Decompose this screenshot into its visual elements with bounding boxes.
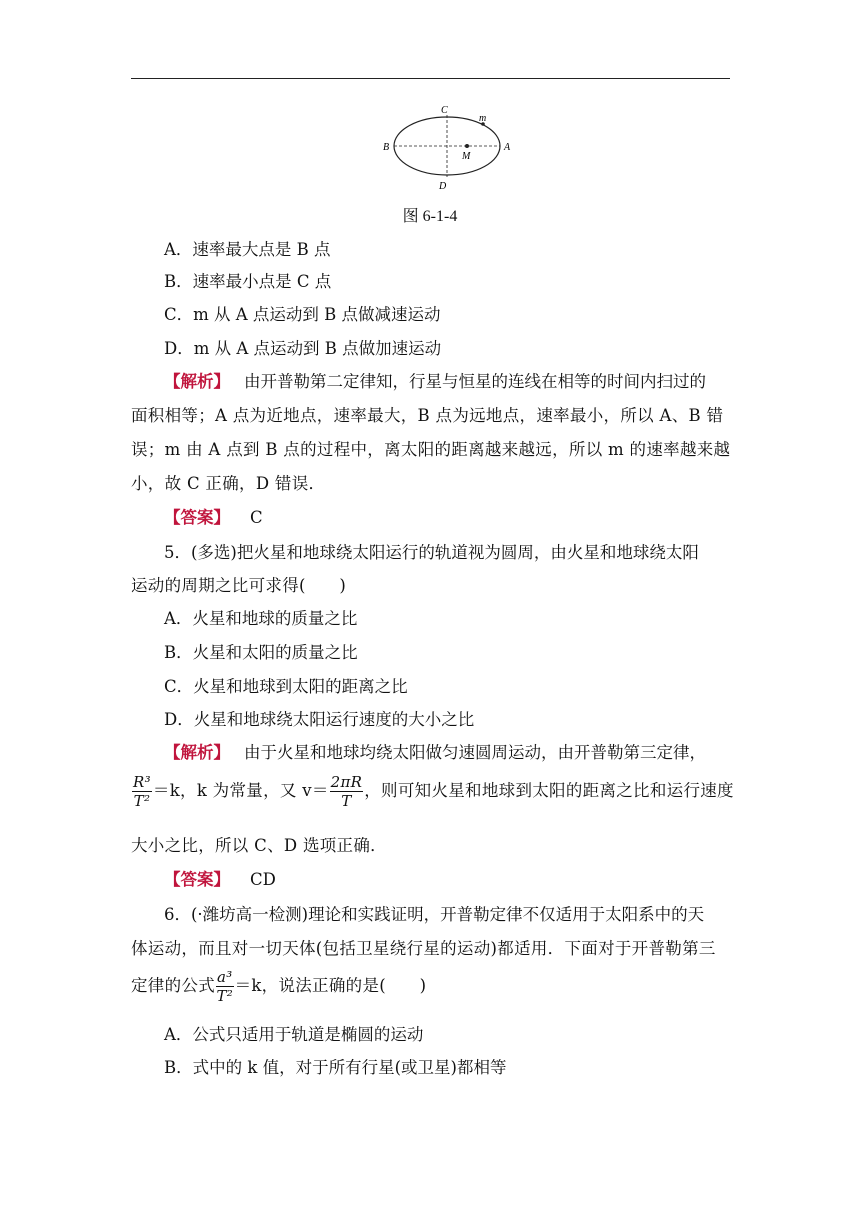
fraction-r3-t2: $\frac{\text{R³}}{\text{T²}}$ [133, 773, 151, 810]
fraction-a3-t2: $\frac{\text{a³}}{\text{T²}}$ [216, 968, 234, 1005]
q4-analysis-line-2: 面积相等；A 点为近地点，速率最大，B 点为远地点，速率最小，所以 A、B 错 [131, 406, 724, 425]
figure-caption: 图 6-1-4 [402, 208, 458, 225]
formula-lead: 定律的公式 [131, 976, 215, 995]
focus-dot [465, 144, 469, 148]
q5-option-d: D．火星和地球绕太阳运行速度的大小之比 [164, 710, 475, 729]
label-c: C [441, 105, 448, 116]
q4-analysis-line-3: 误；m 由 A 点到 B 点的过程中，离太阳的距离越来越远，所以 m 的速率越来越 [131, 440, 731, 459]
q6-option-b: B．式中的 k 值，对于所有行星(或卫星)都相等 [164, 1058, 507, 1077]
answer-value: CD [250, 870, 276, 889]
orbit-diagram [376, 100, 526, 195]
formula-tail: ＝k，说法正确的是( ) [234, 976, 427, 995]
q6-option-a: A．公式只适用于轨道是椭圆的运动 [164, 1025, 424, 1044]
q5-stem-line-2: 运动的周期之比可求得( ) [131, 576, 347, 595]
q5-option-b: B．火星和太阳的质量之比 [164, 643, 358, 662]
fraction-2pir-t: $\frac{2\pi R}{T}$ [330, 773, 363, 810]
q5-option-c: C．火星和地球到太阳的距离之比 [164, 677, 408, 696]
label-a: A [504, 142, 511, 153]
answer-value: C [250, 508, 263, 527]
q6-stem-line-1: 6．(·潍坊高一检测)理论和实践证明，开普勒定律不仅适用于太阳系中的天 [164, 905, 705, 924]
q4-option-a: A．速率最大点是 B 点 [164, 240, 331, 259]
formula-tail: ，则可知火星和地球到太阳的距离之比和运行速度 [364, 781, 734, 800]
q5-analysis-line-2 [131, 772, 734, 810]
formula-text: ＝k，k 为常量，又 v＝ [152, 781, 329, 800]
label-m-planet: m [479, 113, 487, 124]
q4-option-b: B．速率最小点是 C 点 [164, 272, 332, 291]
q4-option-c: C．m 从 A 点运动到 B 点做减速运动 [164, 305, 441, 324]
analysis-text: 由开普勒第二定律知，行星与恒星的连线在相等的时间内扫过的 [244, 372, 706, 391]
q5-answer [164, 869, 276, 891]
label-m-focus: M [462, 151, 471, 162]
analysis-tag: 【解析】 [164, 372, 230, 391]
q6-stem-line-3 [131, 967, 730, 1005]
q4-analysis-line-4: 小，故 C 正确，D 错误． [131, 474, 326, 493]
q6-stem-line-2: 体运动，而且对一切天体(包括卫星绕行星的运动)都适用．下面对于开普勒第三 [131, 939, 716, 958]
label-d: D [439, 181, 447, 192]
answer-tag: 【答案】 [164, 870, 230, 889]
q5-stem-line-1: 5．(多选)把火星和地球绕太阳运行的轨道视为圆周，由火星和地球绕太阳 [164, 543, 699, 562]
q5-analysis-line-3: 大小之比，所以 C、D 选项正确． [131, 836, 387, 855]
analysis-text: 由于火星和地球均绕太阳做匀速圆周运动，由开普勒第三定律， [244, 743, 706, 762]
q4-option-d: D．m 从 A 点运动到 B 点做加速运动 [164, 339, 442, 358]
q5-option-a: A．火星和地球的质量之比 [164, 609, 358, 628]
answer-tag: 【答案】 [164, 508, 230, 527]
q4-analysis-line-1 [164, 371, 706, 393]
q5-analysis-line-1 [164, 742, 706, 764]
header-rule [131, 78, 730, 79]
label-b: B [383, 142, 390, 153]
analysis-tag: 【解析】 [164, 743, 230, 762]
q4-answer [164, 507, 263, 529]
